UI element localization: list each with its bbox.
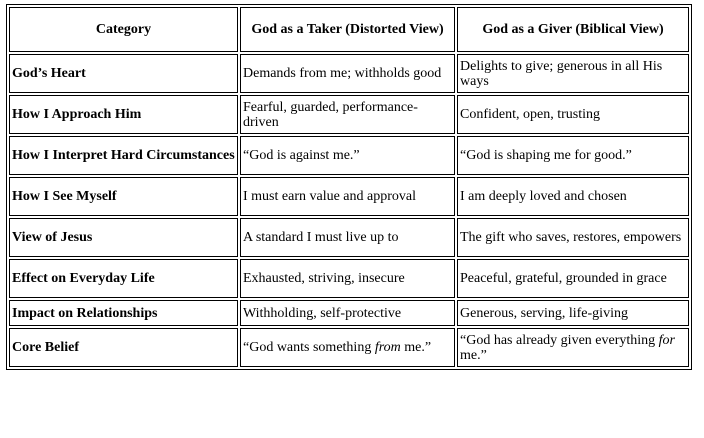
- table-row: [9, 300, 689, 326]
- taker-text-pre: “God wants something: [243, 340, 375, 355]
- table-row: [9, 136, 689, 175]
- taker-text-emphasis: from: [374, 340, 401, 355]
- header-row: [9, 7, 689, 52]
- giver-text-post: me.”: [460, 347, 487, 363]
- taker-cell: A standard I must live up to: [240, 218, 455, 257]
- giver-cell: The gift who saves, restores, empowers: [457, 218, 689, 257]
- giver-cell: “God is shaping me for good.”: [457, 136, 689, 175]
- table-row: [9, 54, 689, 93]
- giver-cell: I am deeply loved and chosen: [457, 177, 689, 216]
- header-category: Category: [9, 7, 238, 52]
- table-row: [9, 95, 689, 134]
- category-cell: How I See Myself: [9, 177, 238, 216]
- header-giver: God as a Giver (Biblical View): [457, 7, 689, 52]
- category-cell: God’s Heart: [9, 54, 238, 93]
- taker-cell: I must earn value and approval: [240, 177, 455, 216]
- taker-cell: [240, 328, 455, 367]
- giver-text-pre: “God has already given everything: [460, 332, 659, 348]
- category-cell: View of Jesus: [9, 218, 238, 257]
- table-row: [9, 177, 689, 216]
- table-row: [9, 259, 689, 298]
- category-cell: How I Interpret Hard Circumstances: [9, 136, 238, 175]
- taker-cell: Fearful, guarded, performance-driven: [240, 95, 455, 134]
- taker-cell: Exhausted, striving, insecure: [240, 259, 455, 298]
- taker-cell: Withholding, self-protective: [240, 300, 455, 326]
- giver-cell: Confident, open, trusting: [457, 95, 689, 134]
- taker-text-post: me.”: [400, 340, 432, 355]
- giver-cell: Generous, serving, life-giving: [457, 300, 689, 326]
- giver-cell: Peaceful, grateful, grounded in grace: [457, 259, 689, 298]
- category-cell: Effect on Everyday Life: [9, 259, 238, 298]
- table-row: [9, 328, 689, 367]
- category-cell: How I Approach Him: [9, 95, 238, 134]
- giver-cell: Delights to give; generous in all His ways: [457, 54, 689, 93]
- taker-cell: “God is against me.”: [240, 136, 455, 175]
- giver-cell: [457, 328, 689, 367]
- giver-text-emphasis: for: [658, 332, 675, 348]
- header-taker: God as a Taker (Distorted View): [240, 7, 455, 52]
- comparison-table: [6, 4, 692, 370]
- category-cell: Core Belief: [9, 328, 238, 367]
- table-row: [9, 218, 689, 257]
- category-cell: Impact on Relationships: [9, 300, 238, 326]
- taker-cell: Demands from me; withholds good: [240, 54, 455, 93]
- comparison-table-container: [6, 4, 692, 370]
